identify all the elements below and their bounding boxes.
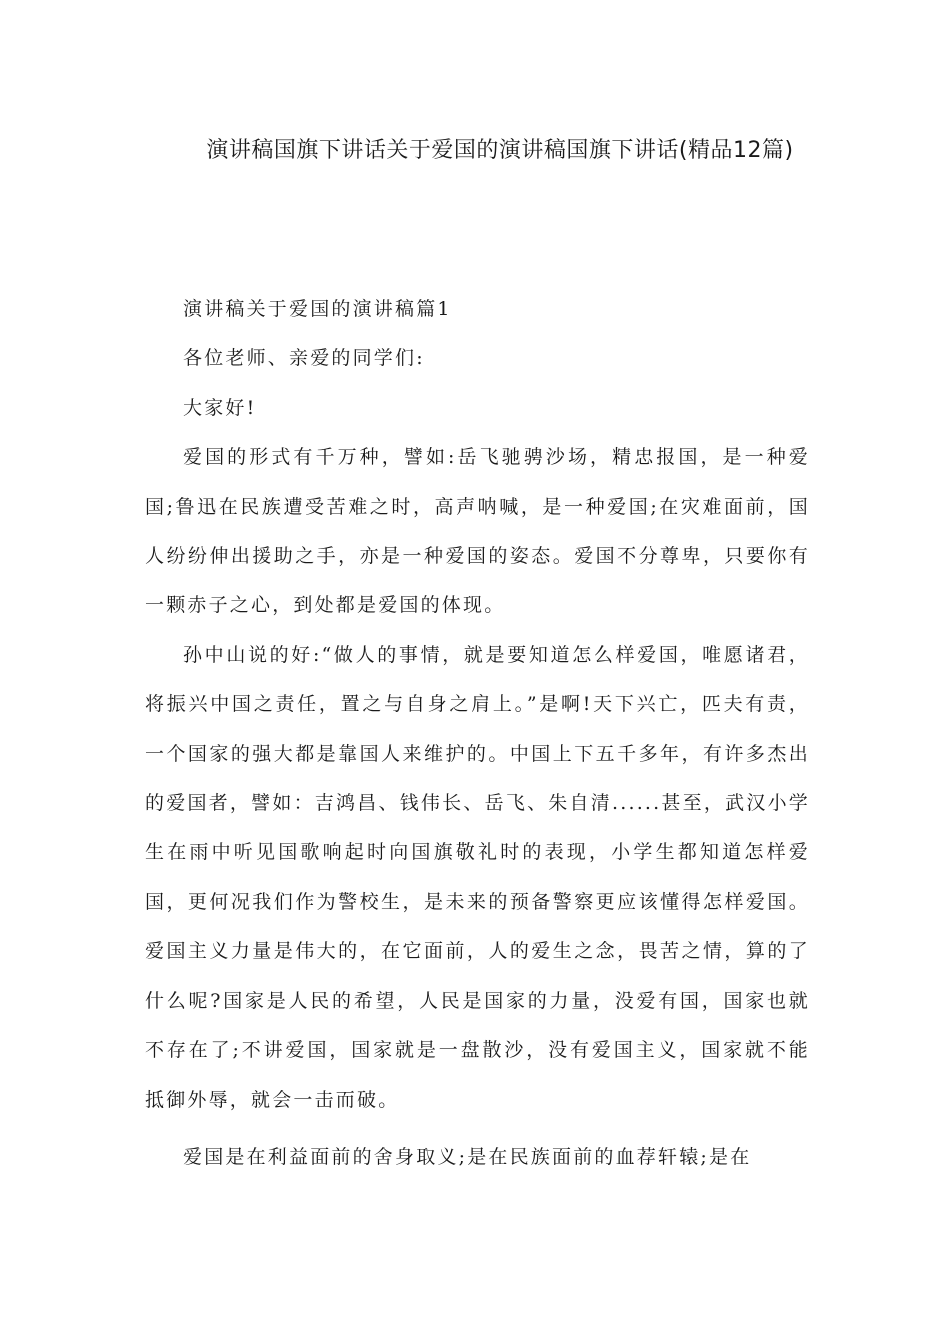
body-paragraph: 爱国是在利益面前的舍身取义;是在民族面前的血荐轩辕;是在 <box>183 1145 752 1168</box>
salutation: 各位老师、亲爱的同学们: <box>183 347 425 370</box>
greeting: 大家好! <box>183 396 257 419</box>
body-paragraph: 孙中山说的好:“做人的事情，就是要知道怎么样爱国，唯愿诸君，将振兴中国之责任，置之与自身之肩上。”是啊!天下兴亡，匹夫有责，一个国家的强大都是靠国人来维护的。中国上下五千多年，有许多杰出的爱国者，譬如：吉鸿昌、钱伟长、岳飞、朱自清......甚至，武汉小学生在雨中听见国歌响起时向国旗敬礼时的表现，小学生都知道怎样爱国，更何况我们作为警校生，是未来的预备警察更应该懂得怎样爱国。爱国主义力量是伟大的，在它面前，人的爱生之念，畏苦之情，算的了什么呢?国家是人民的希望，人民是国家的力量，没爱有国，国家也就不存在了;不讲爱国，国家就是一盘散沙，没有爱国主义，国家就不能抵御外辱，就会一击而破。 <box>145 643 810 1111</box>
document-title: 演讲稿国旗下讲话关于爱国的演讲稿国旗下讲话(精品12篇) <box>206 138 794 163</box>
document-body <box>145 285 810 1182</box>
section-heading: 演讲稿关于爱国的演讲稿篇1 <box>183 298 452 320</box>
body-paragraph: 爱国的形式有千万种，譬如:岳飞驰骋沙场，精忠报国，是一种爱国;鲁迅在民族遭受苦难之时，高声呐喊，是一种爱国;在灾难面前，国人纷纷伸出援助之手，亦是一种爱国的姿态。爱国不分尊卑，只要你有一颗赤子之心，到处都是爱国的体现。 <box>145 446 810 617</box>
